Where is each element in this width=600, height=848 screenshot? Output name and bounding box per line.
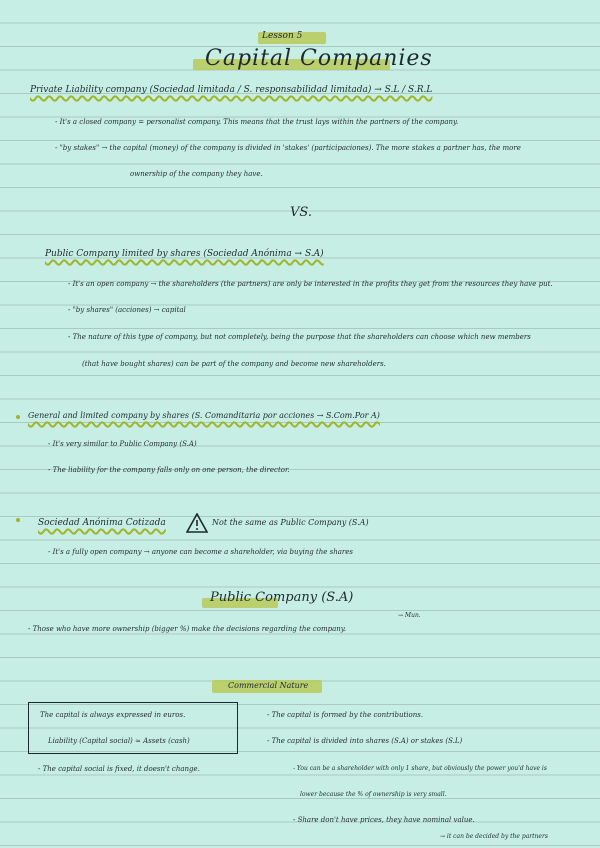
public-bullet-3b: (that have bought shares) can be part of the company and become new shareholders. [82, 360, 386, 368]
public-bullet-1: - It's an open company → the shareholders (the partners) are only be interested in the profits they get from the resources they have put. [68, 280, 553, 288]
cotizada-warning: Not the same as Public Company (S.A) [212, 518, 369, 527]
private-bullet-2a: - "by stakes" → the capital (money) of the company is divided in 'stakes' (participaciones). The more stakes a partner has, the more [55, 144, 521, 152]
bullet-dot [16, 518, 20, 522]
left-line: - The capital social is fixed, it doesn't change. [38, 765, 200, 773]
general-bullet-2: - The liability for the company falls only on one person, the director. [48, 466, 290, 474]
general-bullet-1: - It's very similar to Public Company (S.A) [48, 440, 197, 448]
public-heading: Public Company limited by shares (Sociedad Anónima → S.A) [45, 249, 324, 259]
right-bullet-3b: lower because the % of ownership is very small. [300, 791, 447, 798]
private-bullet-2b: ownership of the company they have. [130, 170, 263, 178]
right-bullet-3a: - You can be a shareholder with only 1 share, but obviously the power you'd have is [293, 765, 547, 772]
cotizada-bullet-1: - It's a fully open company → anyone can become a shareholder, via buying the shares [48, 548, 353, 556]
public-sa-line: - Those who have more ownership (bigger %) make the decisions regarding the company. [28, 625, 346, 633]
general-heading: General and limited company by shares (S. Comanditaria por acciones → S.Com.Por A) [28, 411, 380, 420]
box-line-2: Liability (Capital social) ≈ Assets (cash) [48, 737, 190, 745]
right-bullet-2: - The capital is divided into shares (S.A) or stakes (S.L) [267, 737, 463, 745]
public-sa-heading: Public Company (S.A) [210, 590, 354, 605]
private-bullet-1: - It's a closed company = personalist company. This means that the trust lays within the partners of the company. [55, 118, 459, 126]
page-title: Capital Companies [205, 46, 433, 71]
lesson-label: Lesson 5 [262, 31, 303, 41]
warning-icon [186, 513, 208, 533]
public-bullet-2: - "by shares" (acciones) → capital [68, 306, 186, 314]
versus-label: VS. [290, 205, 312, 220]
public-sa-note: → Mun. [398, 612, 421, 619]
right-bullet-4-note: → it can be decided by the partners [440, 833, 548, 840]
public-bullet-3a: - The nature of this type of company, but not completely, being the purpose that the shareholders can choose which new members [68, 333, 531, 341]
right-bullet-1: - The capital is formed by the contributions. [267, 711, 424, 719]
right-bullet-4: - Share don't have prices, they have nominal value. [293, 816, 475, 824]
cotizada-heading: Sociedad Anónima Cotizada [38, 518, 166, 528]
box-line-1: The capital is always expressed in euros. [40, 711, 186, 719]
bullet-dot [16, 415, 20, 419]
commercial-heading: Commercial Nature [228, 681, 309, 690]
capital-box [28, 702, 238, 754]
private-heading: Private Liability company (Sociedad limitada / S. responsabilidad limitada) → S.L / S.R.L [30, 85, 433, 95]
